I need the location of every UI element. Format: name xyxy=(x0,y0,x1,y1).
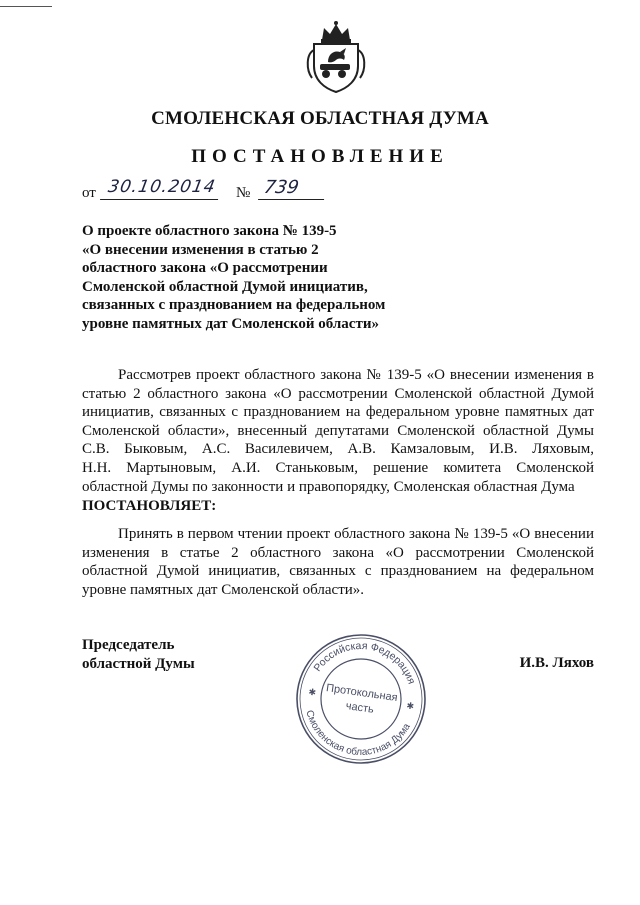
subject-line: областного закона «О рассмотрении xyxy=(82,260,328,276)
stamp-outer-top-text: Российская Федерация xyxy=(311,639,418,686)
stamp-outer-bottom-text: Смоленская областная Дума xyxy=(303,709,413,759)
paragraph-line: Н.Н. Мартыновым, А.И. Станьковым, решение комитета Смоленской xyxy=(82,459,594,476)
paragraph-line: Рассмотрев проект областного закона № 139-5 «О внесении изменения в xyxy=(118,367,594,383)
subject-line: О проекте областного закона № 139-5 xyxy=(82,223,337,239)
paragraph-line: Смоленской области», внесенный депутатами Смоленской областной Думы xyxy=(82,422,594,439)
paragraph-line: уровне памятных дат Смоленской области». xyxy=(82,581,365,598)
date-field: 30.10.2014 xyxy=(100,177,222,200)
document-type: ПОСТАНОВЛЕНИЕ xyxy=(191,146,449,167)
date-number-line xyxy=(82,177,412,204)
official-stamp xyxy=(294,632,428,766)
signatory-title-line: областной Думы xyxy=(82,656,195,672)
stamp-outer-top xyxy=(311,633,423,687)
paragraph-line: статью 2 областного закона «О рассмотрении Смоленской областной Думой xyxy=(82,385,594,402)
subject-line: уровне памятных дат Смоленской области» xyxy=(82,315,379,332)
date-prefix: от xyxy=(82,185,96,201)
stamp-outer-bottom xyxy=(298,707,414,765)
stamp-star-right: ✱ xyxy=(405,700,415,712)
signatory-name: И.В. Ляхов xyxy=(519,655,594,671)
preamble-paragraph xyxy=(82,366,594,496)
top-rule xyxy=(0,6,52,7)
subject-line: «О внесении изменения в статью 2 xyxy=(82,241,319,258)
stamp-star-left: ✱ xyxy=(307,686,317,698)
stamp-center-line1: Протокольная xyxy=(325,682,399,705)
subject-line: Смоленской областной Думой инициатив, xyxy=(82,278,368,295)
stamp-center-line2: часть xyxy=(344,700,375,716)
number-field: 739 xyxy=(258,177,328,200)
signatory-title xyxy=(82,636,195,674)
subject-block xyxy=(82,222,422,333)
smolensk-coat-of-arms-icon xyxy=(300,20,372,94)
number-prefix: № xyxy=(236,185,251,201)
organization-name: СМОЛЕНСКАЯ ОБЛАСТНАЯ ДУМА xyxy=(151,108,489,129)
paragraph-line: С.В. Быковым, А.С. Василевичем, А.В. Камзаловым, И.В. Ляховым, xyxy=(82,441,594,458)
signatory-title-line: Председатель xyxy=(82,637,175,653)
resolution-paragraph xyxy=(82,525,594,599)
paragraph-line: изменения в статье 2 областного закона «О рассмотрении Смоленской xyxy=(82,544,594,561)
subject-line: связанных с празднованием на федеральном xyxy=(82,297,386,313)
paragraph-line: Принять в первом чтении проект областного закона № 139-5 «О внесении xyxy=(118,526,594,542)
decree-heading: ПОСТАНОВЛЯЕТ: xyxy=(82,498,217,514)
paragraph-line: областной Думы по законности и правопорядку, Смоленская областная Дума xyxy=(82,478,575,495)
paragraph-line: инициатив, связанных с празднованием на федеральном уровне памятных дат xyxy=(82,404,594,421)
paragraph-line: областной Думой инициатив, связанных с празднованием на федеральном xyxy=(82,563,594,580)
